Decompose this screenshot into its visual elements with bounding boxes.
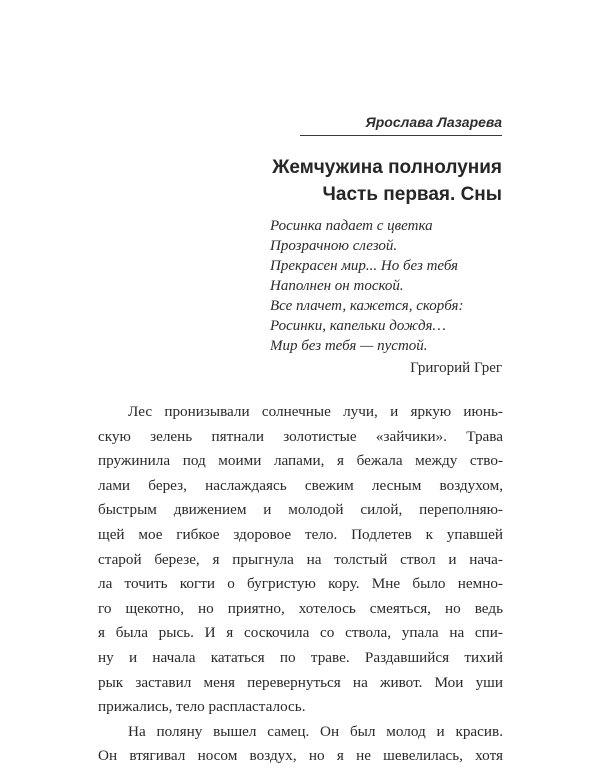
body-line: го щекотно, но приятно, хотелось смеяться, но ведь: [98, 599, 503, 617]
body-line: рык заставил меня перевернуться на живот. Мои уши: [98, 673, 503, 691]
body-line: быстрым движением и молодой силой, переполняю-: [98, 501, 503, 519]
epigraph: [270, 216, 510, 356]
body-line: я была рысь. И я соскочила со ствола, упала на спи-: [98, 624, 503, 642]
epigraph-author: Григорий Грег: [410, 360, 502, 376]
body-line: старой березе, я прыгнула на толстый ствол и нача-: [98, 550, 503, 568]
body-line: щей мое гибкое здоровое тело. Подлетев к упавшей: [98, 525, 503, 543]
body-line: пружинила под моими лапами, я бежала между ство-: [98, 452, 503, 470]
chapter-title-line-2: Часть первая. Сны: [322, 184, 502, 205]
body-line: ну и начала кататься по траве. Раздавшийся тихий: [98, 648, 503, 666]
epigraph-line: Росинка падает с цветка: [270, 218, 433, 234]
body-line: На поляну вышел самец. Он был молод и красив.: [128, 722, 503, 740]
epigraph-line: Наполнен он тоской.: [270, 278, 404, 294]
body-line: Он втягивал носом воздух, но я не шевелилась, хотя: [98, 747, 503, 765]
body-line: ла точить когти о бугристую кору. Мне было немно-: [98, 575, 503, 593]
epigraph-line: Все плачет, кажется, скорбя:: [270, 298, 464, 314]
epigraph-line: Прозрачною слезой.: [270, 238, 398, 254]
epigraph-line: Росинки, капельки дождя…: [270, 318, 446, 334]
body-line: прижались, тело распласталось.: [98, 698, 306, 716]
body-line: скую зелень пятнали золотистые «зайчики». Трава: [98, 427, 503, 445]
body-text: [98, 400, 503, 769]
body-line: лами берез, наслаждаясь свежим лесным воздухом,: [98, 476, 503, 494]
running-header-author: Ярослава Лазарева: [300, 113, 502, 136]
body-line: Лес пронизывали солнечные лучи, и яркую июнь-: [128, 403, 503, 420]
epigraph-line: Прекрасен мир... Но без тебя: [270, 258, 459, 274]
epigraph-line: Мир без тебя — пустой.: [270, 338, 428, 354]
chapter-title-line-1: Жемчужина полнолуния: [272, 157, 502, 178]
chapter-title: [180, 154, 502, 208]
